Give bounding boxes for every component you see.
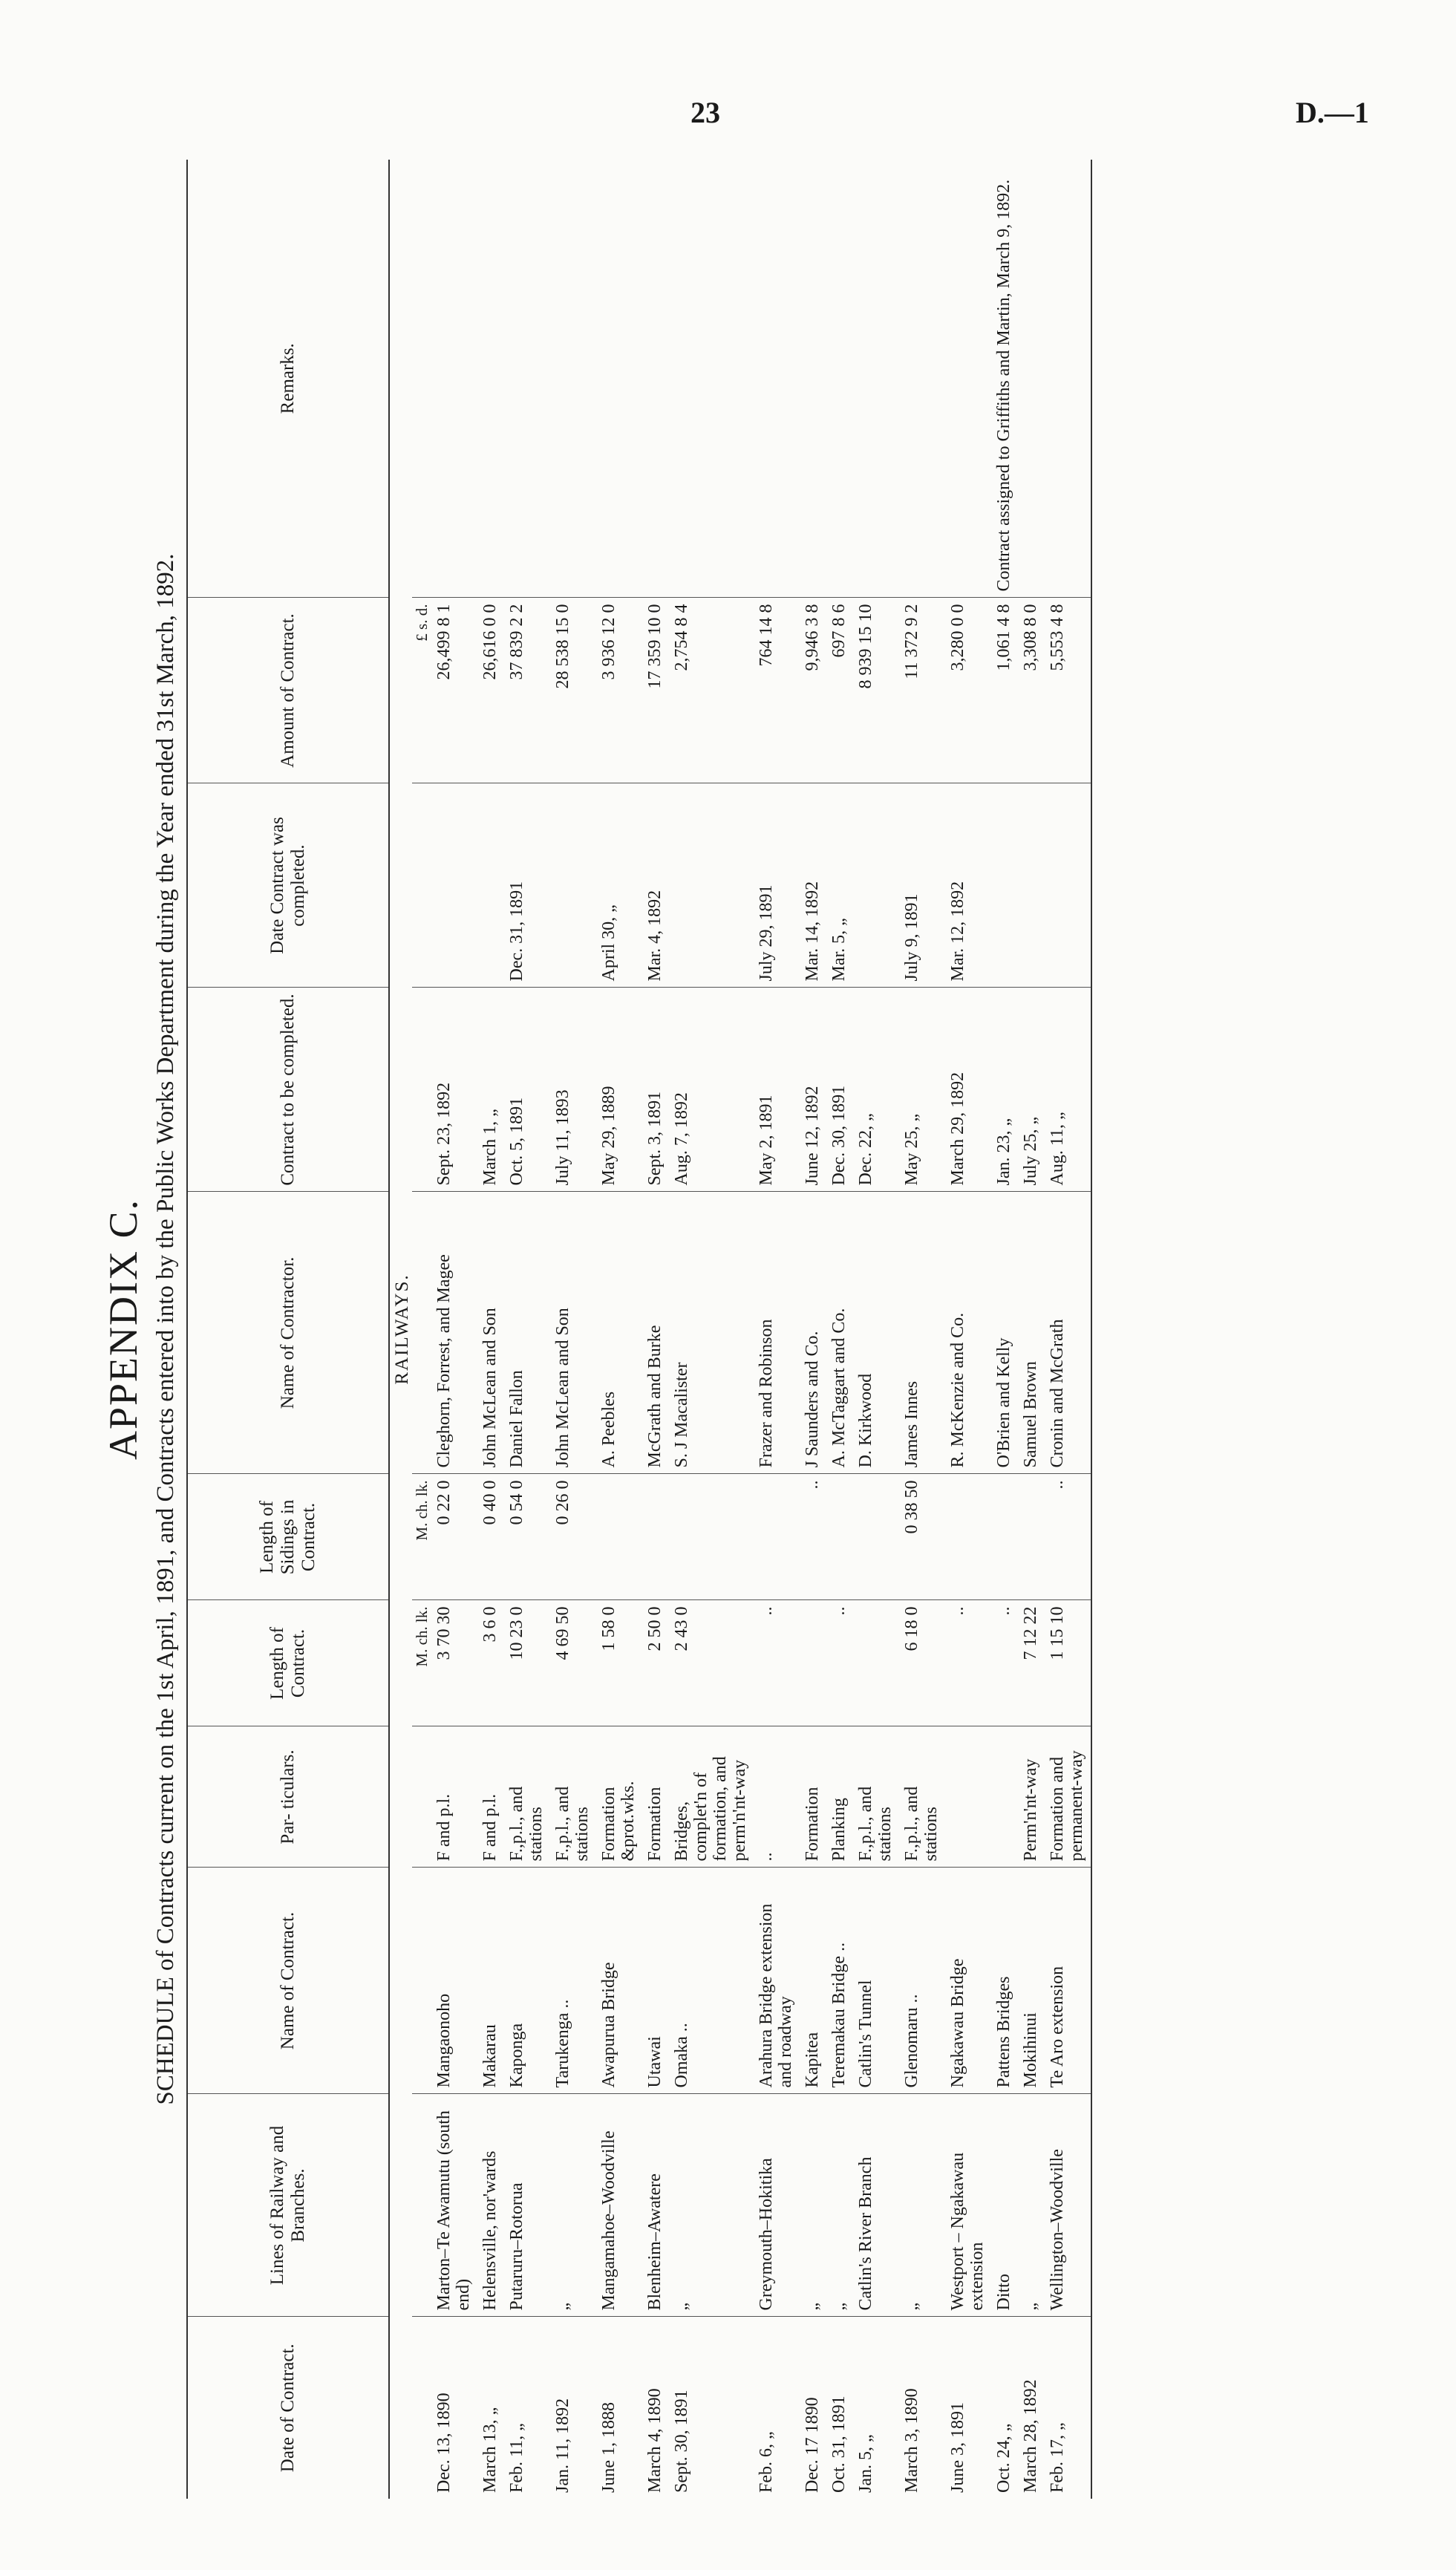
cell-line: Catlin's River Branch xyxy=(853,2094,899,2317)
cell-date: Dec. 13, 1890 xyxy=(434,2393,454,2493)
cell-remarks: Contract assigned to Griffiths and Martin, March 9, 1892. xyxy=(991,160,1018,598)
table-row xyxy=(800,160,826,2499)
cell-line: „ xyxy=(1018,2094,1045,2317)
cell-due: Aug. 11, „ xyxy=(1045,988,1091,1192)
cell-completed: Mar. 14, 1892 xyxy=(800,783,826,988)
cell-length: 4 69 50 xyxy=(550,1600,596,1726)
appendix-title: APPENDIX C. xyxy=(101,1198,146,1461)
cell-date: March 13, „ xyxy=(480,2407,500,2493)
cell-completed xyxy=(477,783,504,988)
cell-line: Wellington–Woodville xyxy=(1045,2094,1091,2317)
table-row xyxy=(826,160,853,2499)
cell-length: 1 58 0 xyxy=(596,1600,642,1726)
cell-contractor: John McLean and Son xyxy=(550,1192,596,1474)
header-length: Length of Contract. xyxy=(187,1600,389,1726)
cell-sidings: .. xyxy=(800,1474,826,1600)
cell-line: Marton–Te Awamutu (south end) xyxy=(431,2094,477,2317)
cell-amount: 2,754 8 4 xyxy=(669,598,754,783)
cell-particulars: Planking xyxy=(826,1726,853,1868)
cell-completed xyxy=(431,783,477,988)
cell-date: March 28, 1892 xyxy=(1021,2379,1040,2493)
cell-name: Ngakawau Bridge xyxy=(945,1868,991,2094)
cell-name: Kapitea xyxy=(800,1868,826,2094)
cell-sidings: .. xyxy=(1045,1474,1091,1600)
cell-amount: 37 839 2 2 xyxy=(504,598,550,783)
cell-contractor: James Innes xyxy=(899,1192,945,1474)
unit-length: M. ch. lk. xyxy=(412,1600,431,1726)
cell-name: Catlin's Tunnel xyxy=(853,1868,899,2094)
cell-remarks xyxy=(754,160,800,598)
cell-contractor: A. McTaggart and Co. xyxy=(826,1192,853,1474)
cell-remarks xyxy=(899,160,945,598)
cell-line: Mangamahoe–Woodville xyxy=(596,2094,642,2317)
header-line: Lines of Railway and Branches. xyxy=(187,2094,389,2317)
cell-date: Dec. 17 1890 xyxy=(803,2397,822,2493)
cell-particulars: Formation &prot.wks. xyxy=(596,1726,642,1868)
cell-due: March 1, „ xyxy=(477,988,504,1192)
cell-name: Arahura Bridge extension and roadway xyxy=(754,1868,800,2094)
cell-length: .. xyxy=(826,1600,853,1726)
cell-particulars: F and p.l. xyxy=(431,1726,477,1868)
header-sidings: Length of Sidings in Contract. xyxy=(187,1474,389,1600)
cell-contractor: S. J Macalister xyxy=(669,1192,754,1474)
cell-name: Teremakau Bridge .. xyxy=(826,1868,853,2094)
cell-particulars: F.,p.l., and stations xyxy=(504,1726,550,1868)
table-row xyxy=(991,160,1018,2499)
cell-amount: 697 8 6 xyxy=(826,598,853,783)
cell-length: .. xyxy=(754,1600,800,1726)
schedule-title: SCHEDULE of Contracts current on the 1st April, 1891, and Contracts entered into by the Public Works Department during the Year ended 31st March, 1892. xyxy=(152,553,179,2105)
table-row xyxy=(596,160,642,2499)
cell-due: Sept. 3, 1891 xyxy=(642,988,669,1192)
cell-sidings xyxy=(596,1474,642,1600)
table-row xyxy=(853,160,899,2499)
cell-date: Feb. 6, „ xyxy=(757,2431,776,2493)
cell-sidings xyxy=(754,1474,800,1600)
cell-particulars: Formation xyxy=(800,1726,826,1868)
cell-due: May 25, „ xyxy=(899,988,945,1192)
cell-particulars: Bridges, complet'n of formation, and perm'n'nt-way xyxy=(669,1726,754,1868)
cell-due: Jan. 23, „ xyxy=(991,988,1018,1192)
cell-sidings xyxy=(669,1474,754,1600)
table-row xyxy=(642,160,669,2499)
cell-particulars: F and p.l. xyxy=(477,1726,504,1868)
cell-due: Aug. 7, 1892 xyxy=(669,988,754,1192)
cell-contractor: John McLean and Son xyxy=(477,1192,504,1474)
header-contractor: Name of Contractor. xyxy=(187,1192,389,1474)
table-row xyxy=(754,160,800,2499)
cell-length: 3 6 0 xyxy=(477,1600,504,1726)
cell-contractor: McGrath and Burke xyxy=(642,1192,669,1474)
cell-completed: Mar. 4, 1892 xyxy=(642,783,669,988)
cell-line: Ditto xyxy=(991,2094,1018,2317)
cell-amount: 17 359 10 0 xyxy=(642,598,669,783)
table-row xyxy=(899,160,945,2499)
header-date: Date of Contract. xyxy=(187,2317,389,2499)
cell-remarks xyxy=(1045,160,1091,598)
cell-completed xyxy=(1045,783,1091,988)
cell-contractor: Cronin and McGrath xyxy=(1045,1192,1091,1474)
cell-length: 2 43 0 xyxy=(669,1600,754,1726)
cell-due: May 2, 1891 xyxy=(754,988,800,1192)
cell-line: Westport – Ngakawau extension xyxy=(945,2094,991,2317)
cell-date: Sept. 30, 1891 xyxy=(672,2390,691,2493)
cell-line: Helensville, nor'wards xyxy=(477,2094,504,2317)
cell-contractor: A. Peebles xyxy=(596,1192,642,1474)
cell-sidings xyxy=(991,1474,1018,1600)
rotated-page-content xyxy=(100,160,1400,2499)
cell-date: June 3, 1891 xyxy=(948,2402,967,2493)
table-row xyxy=(477,160,504,2499)
cell-amount: 9,946 3 8 xyxy=(800,598,826,783)
cell-remarks xyxy=(477,160,504,598)
cell-due: May 29, 1889 xyxy=(596,988,642,1192)
cell-line: „ xyxy=(826,2094,853,2317)
cell-amount: 3 936 12 0 xyxy=(596,598,642,783)
cell-due: Sept. 23, 1892 xyxy=(431,988,477,1192)
cell-contractor: Samuel Brown xyxy=(1018,1192,1045,1474)
cell-remarks xyxy=(642,160,669,598)
cell-length: 6 18 0 xyxy=(899,1600,945,1726)
cell-sidings: 0 54 0 xyxy=(504,1474,550,1600)
cell-contractor: Daniel Fallon xyxy=(504,1192,550,1474)
cell-particulars xyxy=(945,1726,991,1868)
cell-completed: Mar. 5, „ xyxy=(826,783,853,988)
cell-amount: 1,061 4 8 xyxy=(991,598,1018,783)
cell-name: Kaponga xyxy=(504,1868,550,2094)
cell-remarks xyxy=(504,160,550,598)
cell-length xyxy=(800,1600,826,1726)
cell-name: Te Aro extension xyxy=(1045,1868,1091,2094)
cell-name: Awapuruа Bridge xyxy=(596,1868,642,2094)
cell-sidings: 0 38 50 xyxy=(899,1474,945,1600)
cell-particulars: Perm'n'nt-way xyxy=(1018,1726,1045,1868)
table-row xyxy=(945,160,991,2499)
table-row xyxy=(431,160,477,2499)
cell-remarks xyxy=(550,160,596,598)
cell-due: March 29, 1892 xyxy=(945,988,991,1192)
cell-contractor: O'Brien and Kelly xyxy=(991,1192,1018,1474)
table-row xyxy=(504,160,550,2499)
cell-due: July 25, „ xyxy=(1018,988,1045,1192)
cell-line: „ xyxy=(899,2094,945,2317)
cell-date: Jan. 5, „ xyxy=(856,2434,875,2493)
cell-date: Oct. 24, „ xyxy=(994,2423,1013,2493)
cell-remarks xyxy=(1018,160,1045,598)
cell-name: Mangaonoho xyxy=(431,1868,477,2094)
cell-name: Glenomaru .. xyxy=(899,1868,945,2094)
cell-due: June 12, 1892 xyxy=(800,988,826,1192)
header-row xyxy=(187,160,389,2499)
cell-completed xyxy=(550,783,596,988)
cell-date: Feb. 17, „ xyxy=(1045,2317,1091,2499)
cell-length: .. xyxy=(945,1600,991,1726)
cell-sidings xyxy=(945,1474,991,1600)
cell-remarks xyxy=(800,160,826,598)
contracts-table-wrapper xyxy=(186,160,1092,2499)
cell-contractor: J Saunders and Co. xyxy=(800,1192,826,1474)
cell-amount: 26,499 8 1 xyxy=(431,598,477,783)
cell-date: Feb. 11, „ xyxy=(507,2423,526,2493)
cell-name: Omaka .. xyxy=(669,1868,754,2094)
cell-line: Putaruru–Rotorua xyxy=(504,2094,550,2317)
units-row xyxy=(412,160,431,2499)
cell-line: „ xyxy=(800,2094,826,2317)
cell-amount: 764 14 8 xyxy=(754,598,800,783)
cell-length: 7 12 22 xyxy=(1018,1600,1045,1726)
cell-remarks xyxy=(431,160,477,598)
cell-completed xyxy=(853,783,899,988)
cell-sidings xyxy=(1018,1474,1045,1600)
cell-amount: 8 939 15 10 xyxy=(853,598,899,783)
table-row xyxy=(1045,160,1091,2499)
unit-amount: £ s. d. xyxy=(412,598,431,783)
cell-length xyxy=(853,1600,899,1726)
cell-remarks xyxy=(669,160,754,598)
table-row xyxy=(1018,160,1045,2499)
cell-sidings: 0 40 0 xyxy=(477,1474,504,1600)
cell-date: Oct. 31, 1891 xyxy=(829,2395,849,2493)
cell-name: Mokihinui xyxy=(1018,1868,1045,2094)
cell-sidings xyxy=(826,1474,853,1600)
cell-length: 1 15 10 xyxy=(1045,1600,1091,1726)
cell-completed: July 9, 1891 xyxy=(899,783,945,988)
table-row xyxy=(669,160,754,2499)
header-name: Name of Contract. xyxy=(187,1868,389,2094)
cell-particulars: F.,p.l., and stations xyxy=(853,1726,899,1868)
cell-line: Greymouth–Hokitika xyxy=(754,2094,800,2317)
cell-date: March 4, 1890 xyxy=(645,2388,665,2493)
cell-amount: 5,553 4 8 xyxy=(1045,598,1091,783)
cell-contractor: D. Kirkwood xyxy=(853,1192,899,1474)
header-due: Contract to be completed. xyxy=(187,988,389,1192)
cell-sidings: 0 22 0 xyxy=(431,1474,477,1600)
heading xyxy=(100,160,180,2499)
cell-due: Oct. 5, 1891 xyxy=(504,988,550,1192)
cell-due: July 11, 1893 xyxy=(550,988,596,1192)
cell-remarks xyxy=(853,160,899,598)
cell-amount: 3,308 8 0 xyxy=(1018,598,1045,783)
cell-name: Pattens Bridges xyxy=(991,1868,1018,2094)
table-body xyxy=(389,160,1091,2499)
cell-length: 10 23 0 xyxy=(504,1600,550,1726)
document-reference: D.—1 xyxy=(1296,96,1369,129)
cell-sidings xyxy=(642,1474,669,1600)
cell-completed xyxy=(1018,783,1045,988)
cell-contractor: R. McKenzie and Co. xyxy=(945,1192,991,1474)
cell-completed xyxy=(669,783,754,988)
cell-completed xyxy=(991,783,1018,988)
cell-completed: July 29, 1891 xyxy=(754,783,800,988)
page-number: 23 xyxy=(691,96,720,129)
cell-particulars xyxy=(991,1726,1018,1868)
cell-length: .. xyxy=(991,1600,1018,1726)
cell-completed: Dec. 31, 1891 xyxy=(504,783,550,988)
cell-particulars: F.,p.l., and stations xyxy=(550,1726,596,1868)
cell-amount: 3,280 0 0 xyxy=(945,598,991,783)
unit-sidings: M. ch. lk. xyxy=(412,1474,431,1600)
cell-length: 3 70 30 xyxy=(431,1600,477,1726)
cell-line: „ xyxy=(550,2094,596,2317)
cell-amount: 11 372 9 2 xyxy=(899,598,945,783)
table-row xyxy=(550,160,596,2499)
header-remarks: Remarks. xyxy=(187,160,389,598)
cell-due: Dec. 30, 1891 xyxy=(826,988,853,1192)
contracts-table xyxy=(186,160,1092,2499)
cell-line: „ xyxy=(669,2094,754,2317)
cell-line: Blenheim–Awatere xyxy=(642,2094,669,2317)
cell-remarks xyxy=(596,160,642,598)
cell-date: March 3, 1890 xyxy=(902,2388,921,2493)
cell-particulars: F.,p.l., and stations xyxy=(899,1726,945,1868)
cell-particulars: .. xyxy=(754,1726,800,1868)
cell-contractor: Frazer and Robinson xyxy=(754,1192,800,1474)
cell-sidings xyxy=(853,1474,899,1600)
cell-length: 2 50 0 xyxy=(642,1600,669,1726)
cell-sidings: 0 26 0 xyxy=(550,1474,596,1600)
section-row xyxy=(389,160,412,2499)
cell-contractor: Cleghorn, Forrest, and Magee xyxy=(431,1192,477,1474)
cell-name: Utawai xyxy=(642,1868,669,2094)
cell-amount: 28 538 15 0 xyxy=(550,598,596,783)
cell-particulars: Formation and permanent-way xyxy=(1045,1726,1091,1868)
cell-completed: April 30, „ xyxy=(596,783,642,988)
cell-remarks xyxy=(945,160,991,598)
cell-due: Dec. 22, „ xyxy=(853,988,899,1192)
section-label: RAILWAYS. xyxy=(392,1273,412,1385)
cell-name: Makarau xyxy=(477,1868,504,2094)
cell-remarks xyxy=(826,160,853,598)
cell-amount: 26,616 0 0 xyxy=(477,598,504,783)
cell-date: June 1, 1888 xyxy=(599,2402,618,2493)
cell-name: Tarukenga .. xyxy=(550,1868,596,2094)
cell-completed: Mar. 12, 1892 xyxy=(945,783,991,988)
header-particulars: Par- ticulars. xyxy=(187,1726,389,1868)
cell-particulars: Formation xyxy=(642,1726,669,1868)
header-completed: Date Contract was completed. xyxy=(187,783,389,988)
cell-date: Jan. 11, 1892 xyxy=(553,2398,572,2493)
header-amount: Amount of Contract. xyxy=(187,598,389,783)
